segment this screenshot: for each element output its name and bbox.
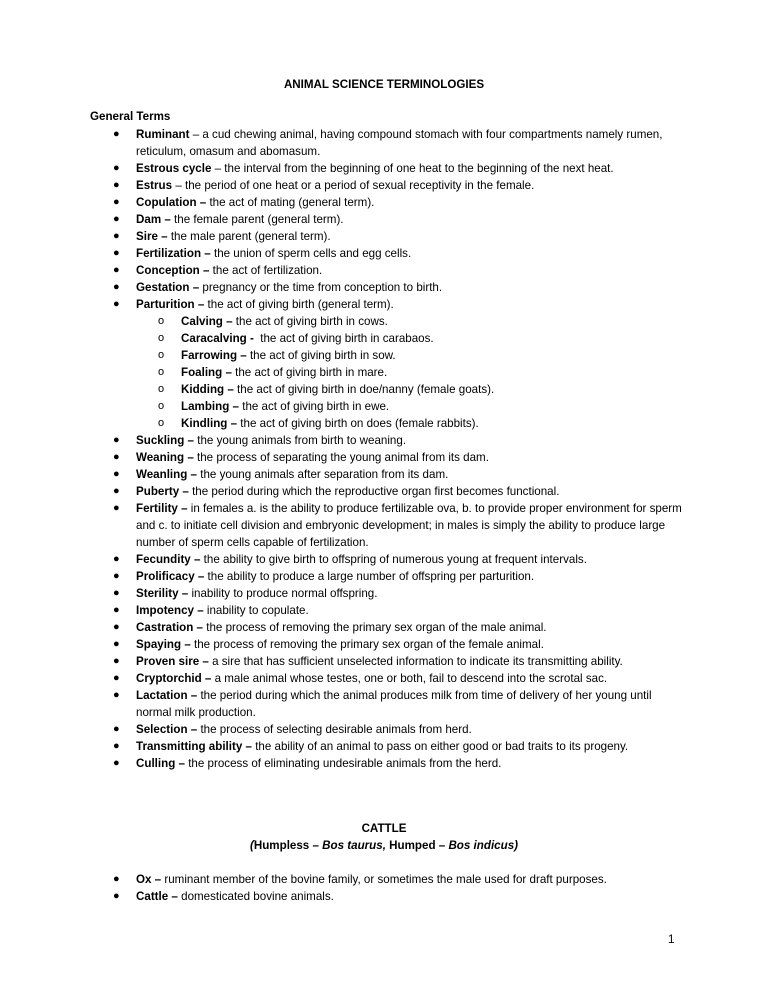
sub-list-item xyxy=(0,381,768,398)
bullet-icon: ● xyxy=(113,485,120,497)
definition: a sire that has sufficient unselected information to indicate its transmitting ability. xyxy=(212,655,623,668)
list-item xyxy=(0,500,768,551)
term: Kidding – xyxy=(181,383,234,396)
definition: a cud chewing animal, having compound stomach with four compartments namely rumen, reticulum, omasum and abomasum. xyxy=(136,128,663,158)
bullet-icon: ● xyxy=(113,890,120,902)
definition: the act of giving birth in doe/nanny (female goats). xyxy=(237,383,495,396)
list-item xyxy=(0,432,768,449)
bullet-icon: ● xyxy=(113,740,120,752)
list-item xyxy=(0,619,768,636)
definition: the process of removing the primary sex organ of the male animal. xyxy=(206,621,547,634)
term: Weanling – xyxy=(136,468,197,481)
bullet-icon: ● xyxy=(113,655,120,667)
separator: – xyxy=(211,162,225,175)
term: Fecundity – xyxy=(136,553,201,566)
list-item xyxy=(0,194,768,211)
separator: – xyxy=(189,128,203,141)
circle-bullet-icon: o xyxy=(158,383,165,395)
term: Lambing – xyxy=(181,400,239,413)
list-item xyxy=(0,687,768,721)
bullet-icon: ● xyxy=(113,468,120,480)
term: Selection – xyxy=(136,723,198,736)
separator: – xyxy=(172,179,185,192)
circle-bullet-icon: o xyxy=(158,417,165,429)
term: Ruminant xyxy=(136,128,190,141)
bullet-icon: ● xyxy=(113,638,120,650)
bullet-icon: ● xyxy=(113,213,120,225)
list-item xyxy=(0,871,768,888)
definition: the act of giving birth (general term). xyxy=(207,298,394,311)
definition: the ability to give birth to offspring of numerous young at frequent intervals. xyxy=(203,553,587,566)
definition: domesticated bovine animals. xyxy=(181,890,334,903)
bullet-icon: ● xyxy=(113,873,120,885)
term: Cryptorchid – xyxy=(136,672,212,685)
bullet-icon: ● xyxy=(113,434,120,446)
term: Proven sire – xyxy=(136,655,209,668)
term: Calving – xyxy=(181,315,233,328)
term: Sterility – xyxy=(136,587,189,600)
term: Estrus xyxy=(136,179,173,192)
definition: the young animals after separation from its dam. xyxy=(200,468,449,481)
cattle-subtitle xyxy=(0,839,768,852)
definition: the process of separating the young animal from its dam. xyxy=(197,451,489,464)
definition: the process of removing the primary sex organ of the female animal. xyxy=(194,638,544,651)
bullet-icon: ● xyxy=(113,570,120,582)
definition: the process of eliminating undesirable animals from the herd. xyxy=(188,757,502,770)
bullet-icon: ● xyxy=(113,604,120,616)
term: Parturition – xyxy=(136,298,205,311)
definition: the act of fertilization. xyxy=(212,264,323,277)
term: Lactation – xyxy=(136,689,198,702)
list-item xyxy=(0,211,768,228)
circle-bullet-icon: o xyxy=(158,315,165,327)
circle-bullet-icon: o xyxy=(158,349,165,361)
bullet-icon: ● xyxy=(113,502,120,514)
term: Foaling – xyxy=(181,366,232,379)
cattle-terms-list xyxy=(0,871,768,905)
bullet-icon: ● xyxy=(113,247,120,259)
term: Kindling – xyxy=(181,417,238,430)
bullet-icon: ● xyxy=(113,587,120,599)
bullet-icon: ● xyxy=(113,451,120,463)
subtitle-bos-taurus: Bos taurus, xyxy=(322,839,386,852)
term: Fertility – xyxy=(136,502,188,515)
definition: pregnancy or the time from conception to birth. xyxy=(202,281,443,294)
list-item xyxy=(0,160,768,177)
bullet-icon: ● xyxy=(113,621,120,633)
list-item xyxy=(0,738,768,755)
list-item xyxy=(0,602,768,619)
definition: the male parent (general term). xyxy=(170,230,331,243)
definition: the young animals from birth to weaning. xyxy=(197,434,407,447)
section-heading-cattle: CATTLE xyxy=(361,822,407,835)
bullet-icon: ● xyxy=(113,230,120,242)
term: Puberty – xyxy=(136,485,189,498)
term: Spaying – xyxy=(136,638,191,651)
bullet-icon: ● xyxy=(113,553,120,565)
bullet-icon: ● xyxy=(113,723,120,735)
definition: ruminant member of the bovine family, or sometimes the male used for draft purposes. xyxy=(164,873,607,886)
circle-bullet-icon: o xyxy=(158,400,165,412)
list-item xyxy=(0,262,768,279)
definition: the interval from the beginning of one heat to the beginning of the next heat. xyxy=(224,162,614,175)
term: Estrous cycle xyxy=(136,162,212,175)
list-item xyxy=(0,177,768,194)
list-item xyxy=(0,755,768,772)
definition: a male animal whose testes, one or both, fail to descend into the scrotal sac. xyxy=(214,672,608,685)
definition: the act of giving birth in carabaos. xyxy=(260,332,434,345)
list-item xyxy=(0,245,768,262)
definition: the act of giving birth in cows. xyxy=(235,315,388,328)
bullet-icon: ● xyxy=(113,196,120,208)
bullet-icon: ● xyxy=(113,162,120,174)
bullet-icon: ● xyxy=(113,179,120,191)
circle-bullet-icon: o xyxy=(158,366,165,378)
list-item xyxy=(0,653,768,670)
definition: the act of giving birth in mare. xyxy=(235,366,388,379)
list-item xyxy=(0,279,768,296)
term: Cattle – xyxy=(136,890,178,903)
term: Gestation – xyxy=(136,281,200,294)
circle-bullet-icon: o xyxy=(158,332,165,344)
term: Impotency – xyxy=(136,604,204,617)
definition: the act of giving birth in sow. xyxy=(249,349,396,362)
definition: the process of selecting desirable animals from herd. xyxy=(200,723,472,736)
bullet-icon: ● xyxy=(113,281,120,293)
section-heading-general-terms: General Terms xyxy=(90,110,171,123)
list-item xyxy=(0,126,768,160)
definition: the period during which the reproductive organ first becomes functional. xyxy=(192,485,560,498)
page-number: 1 xyxy=(668,933,675,946)
sub-list-item xyxy=(0,398,768,415)
general-terms-list xyxy=(0,126,768,772)
list-item xyxy=(0,483,768,500)
sub-list-item xyxy=(0,330,768,347)
term: Conception – xyxy=(136,264,210,277)
term: Suckling – xyxy=(136,434,194,447)
sub-list-item xyxy=(0,364,768,381)
list-item xyxy=(0,721,768,738)
list-item xyxy=(0,670,768,687)
term: Transmitting ability – xyxy=(136,740,252,753)
definition: the act of mating (general term). xyxy=(209,196,375,209)
term: Caracalving - xyxy=(181,332,254,345)
definition: in females a. is the ability to produce fertilizable ova, b. to provide proper environment for sperm and c. to initiate cell division and embryonic development; in males is simply the ability to produce large number of sperm cells capable of fertilization. xyxy=(136,502,682,549)
list-item xyxy=(0,296,768,313)
document-title: ANIMAL SCIENCE TERMINOLOGIES xyxy=(283,78,485,91)
subtitle-humped: Humped – xyxy=(385,839,449,852)
term: Weaning – xyxy=(136,451,194,464)
definition: the union of sperm cells and egg cells. xyxy=(213,247,412,260)
list-item xyxy=(0,888,768,905)
bullet-icon: ● xyxy=(113,128,120,140)
definition: the ability of an animal to pass on either good or bad traits to its progeny. xyxy=(255,740,629,753)
bullet-icon: ● xyxy=(113,689,120,701)
bullet-icon: ● xyxy=(113,757,120,769)
definition: the period during which the animal produces milk from time of delivery of her young until normal milk production. xyxy=(136,689,652,719)
list-item xyxy=(0,228,768,245)
term: Fertilization – xyxy=(136,247,211,260)
list-item xyxy=(0,568,768,585)
sub-list-item xyxy=(0,347,768,364)
list-item xyxy=(0,466,768,483)
definition: the ability to produce a large number of offspring per parturition. xyxy=(207,570,535,583)
list-item xyxy=(0,585,768,602)
sub-list-item xyxy=(0,415,768,432)
definition: inability to produce normal offspring. xyxy=(191,587,378,600)
list-item xyxy=(0,449,768,466)
sub-list-item xyxy=(0,313,768,330)
term: Sire – xyxy=(136,230,168,243)
term: Castration – xyxy=(136,621,204,634)
definition: inability to copulate. xyxy=(206,604,309,617)
term: Prolificacy – xyxy=(136,570,205,583)
subtitle-humpless: Humpless – xyxy=(253,839,323,852)
term: Culling – xyxy=(136,757,185,770)
list-item xyxy=(0,551,768,568)
term: Ox – xyxy=(136,873,162,886)
definition: the female parent (general term). xyxy=(174,213,344,226)
definition: the period of one heat or a period of sexual receptivity in the female. xyxy=(184,179,535,192)
bullet-icon: ● xyxy=(113,672,120,684)
list-item xyxy=(0,636,768,653)
term: Farrowing – xyxy=(181,349,247,362)
term: Dam – xyxy=(136,213,171,226)
term: Copulation – xyxy=(136,196,207,209)
definition: the act of giving birth in ewe. xyxy=(242,400,390,413)
bullet-icon: ● xyxy=(113,298,120,310)
definition: the act of giving birth on does (female rabbits). xyxy=(240,417,479,430)
bullet-icon: ● xyxy=(113,264,120,276)
subtitle-open-paren: ( xyxy=(249,839,254,852)
subtitle-bos-indicus: Bos indicus) xyxy=(448,839,519,852)
